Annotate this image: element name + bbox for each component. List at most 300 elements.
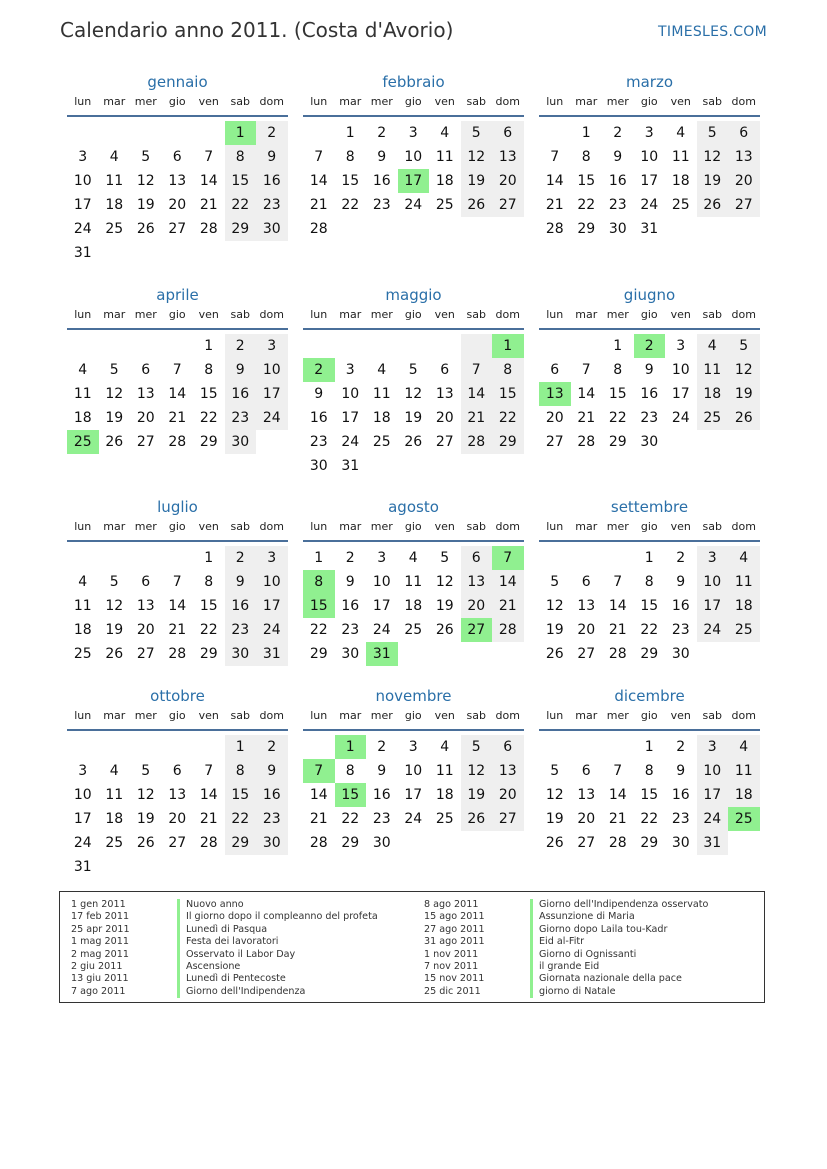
day-cell: 30 [225, 430, 257, 454]
day-cell: 19 [545, 811, 564, 827]
empty-day-cell [67, 735, 99, 759]
day-cell: 12 [105, 386, 124, 402]
day-cell: 27 [168, 835, 187, 851]
weekday-label: sab [466, 308, 486, 321]
day-cell: 24 [697, 807, 729, 831]
weekday-label: gio [404, 95, 422, 108]
page-title: Calendario anno 2011. (Costa d'Avorio) [60, 18, 454, 42]
day-cell: 13 [461, 570, 493, 594]
day-cell: 19 [461, 169, 493, 193]
day-cell: 20 [492, 783, 524, 807]
weekday-header [67, 520, 288, 542]
weekday-label: mer [370, 308, 393, 321]
month-name: giugno [623, 286, 676, 304]
day-cell: 20 [461, 594, 493, 618]
month-agosto [303, 497, 524, 666]
day-cell: 7 [550, 149, 560, 165]
day-cell: 13 [136, 598, 155, 614]
day-cell: 9 [377, 763, 387, 779]
day-cell: 7 [204, 149, 214, 165]
weekday-label: ven [434, 308, 455, 321]
day-cell: 25 [697, 406, 729, 430]
day-cell: 27 [492, 193, 524, 217]
weekday-label: lun [310, 95, 328, 108]
weekday-label: sab [702, 95, 722, 108]
holiday-marker [177, 961, 180, 973]
weekday-header [539, 520, 760, 542]
day-cell: 14 [577, 386, 596, 402]
month-luglio [67, 497, 288, 666]
day-cell: 12 [697, 145, 729, 169]
day-cell: 1 [581, 125, 591, 141]
day-cell: 20 [136, 622, 155, 638]
holiday-marker [177, 911, 180, 923]
day-cell: 2 [613, 125, 623, 141]
day-cell: 12 [105, 598, 124, 614]
weekday-header [67, 308, 288, 330]
day-cell: 22 [199, 622, 218, 638]
holiday-day-cell: 2 [303, 358, 335, 382]
day-cell: 29 [199, 646, 218, 662]
site-brand-link[interactable]: TIMESLES.COM [658, 24, 767, 40]
day-cell: 12 [136, 173, 155, 189]
day-cell: 22 [225, 807, 257, 831]
weekday-label: mar [103, 308, 126, 321]
day-cell: 27 [435, 434, 454, 450]
day-cell: 3 [377, 550, 387, 566]
weekday-label: mar [339, 308, 362, 321]
day-cell: 5 [109, 362, 119, 378]
holiday-day-cell: 1 [335, 735, 367, 759]
day-cell: 3 [78, 149, 88, 165]
weekday-label: sab [702, 308, 722, 321]
day-cell: 23 [341, 622, 360, 638]
empty-day-cell [99, 334, 131, 358]
day-cell: 22 [341, 197, 360, 213]
holiday-marker [530, 961, 533, 973]
day-cell: 26 [461, 807, 493, 831]
day-cell: 8 [581, 149, 591, 165]
weekday-label: mar [339, 709, 362, 722]
day-cell: 14 [461, 382, 493, 406]
legend-item [424, 973, 708, 985]
day-cell: 28 [577, 434, 596, 450]
weekday-label: mar [575, 95, 598, 108]
day-cell: 25 [671, 197, 690, 213]
day-grid [67, 731, 288, 879]
day-cell: 31 [640, 221, 659, 237]
day-cell: 20 [545, 410, 564, 426]
day-cell: 19 [435, 598, 454, 614]
day-cell: 23 [640, 410, 659, 426]
weekday-label: mer [606, 520, 629, 533]
day-cell: 3 [676, 338, 686, 354]
empty-day-cell [571, 735, 603, 759]
day-cell: 5 [141, 149, 151, 165]
day-cell: 26 [728, 406, 760, 430]
day-cell: 11 [73, 598, 92, 614]
day-cell: 17 [341, 410, 360, 426]
day-cell: 9 [256, 145, 288, 169]
day-cell: 12 [545, 787, 564, 803]
legend-holiday-name: Giorno dopo Laila tou-Kadr [539, 923, 668, 935]
day-cell: 7 [204, 763, 214, 779]
day-grid [303, 117, 524, 241]
day-cell: 28 [199, 221, 218, 237]
month-novembre [303, 686, 524, 855]
empty-day-cell [539, 121, 571, 145]
weekday-label: ven [670, 520, 691, 533]
day-cell: 18 [404, 598, 423, 614]
day-cell: 2 [377, 125, 387, 141]
weekday-label: sab [466, 95, 486, 108]
day-cell: 6 [550, 362, 560, 378]
month-name: gennaio [147, 73, 208, 91]
day-cell: 11 [671, 149, 690, 165]
holiday-marker [530, 936, 533, 948]
day-cell: 7 [172, 362, 182, 378]
day-cell: 22 [309, 622, 328, 638]
day-cell: 19 [136, 811, 155, 827]
day-cell: 10 [404, 149, 423, 165]
day-cell: 18 [435, 173, 454, 189]
weekday-label: mar [575, 520, 598, 533]
weekday-label: dom [259, 308, 284, 321]
day-cell: 26 [404, 434, 423, 450]
day-cell: 14 [608, 787, 627, 803]
holiday-marker [177, 986, 180, 998]
weekday-header [67, 709, 288, 731]
weekday-label: mer [370, 709, 393, 722]
legend-date: 1 nov 2011 [424, 948, 479, 960]
empty-day-cell [162, 121, 194, 145]
day-cell: 11 [105, 787, 124, 803]
day-cell: 24 [73, 835, 92, 851]
day-cell: 19 [697, 169, 729, 193]
holiday-day-cell: 27 [461, 618, 493, 642]
holiday-day-cell: 15 [335, 783, 367, 807]
day-cell: 23 [608, 197, 627, 213]
day-cell: 10 [256, 358, 288, 382]
day-cell: 4 [440, 739, 450, 755]
day-cell: 30 [671, 835, 690, 851]
weekday-label: dom [731, 520, 756, 533]
empty-day-cell [99, 121, 131, 145]
day-cell: 22 [492, 406, 524, 430]
month-name: marzo [625, 73, 674, 91]
day-cell: 22 [640, 622, 659, 638]
legend-column-left [71, 899, 378, 998]
day-cell: 17 [404, 787, 423, 803]
weekday-label: dom [731, 308, 756, 321]
day-cell: 29 [225, 217, 257, 241]
empty-day-cell [67, 121, 99, 145]
weekday-header [303, 709, 524, 731]
holiday-marker [530, 924, 533, 936]
day-cell: 21 [492, 594, 524, 618]
day-cell: 25 [105, 835, 124, 851]
day-cell: 14 [168, 386, 187, 402]
legend-holiday-name: Osservato il Labor Day [186, 948, 296, 960]
legend-item [424, 961, 708, 973]
day-cell: 3 [408, 739, 418, 755]
month-maggio [303, 285, 524, 478]
day-cell: 18 [728, 783, 760, 807]
day-cell: 30 [341, 646, 360, 662]
day-cell: 6 [440, 362, 450, 378]
day-cell: 25 [435, 197, 454, 213]
day-cell: 7 [581, 362, 591, 378]
month-aprile [67, 285, 288, 454]
day-cell: 3 [256, 546, 288, 570]
day-cell: 21 [309, 811, 328, 827]
day-cell: 3 [78, 763, 88, 779]
day-cell: 1 [314, 550, 324, 566]
day-grid [303, 542, 524, 666]
day-cell: 21 [168, 622, 187, 638]
legend-holiday-name: Ascensione [186, 960, 241, 972]
day-cell: 4 [728, 546, 760, 570]
holiday-day-cell: 1 [492, 334, 524, 358]
day-cell: 18 [671, 173, 690, 189]
day-cell: 9 [256, 759, 288, 783]
day-cell: 14 [168, 598, 187, 614]
weekday-label: lun [546, 95, 564, 108]
day-cell: 17 [372, 598, 391, 614]
legend-item [424, 924, 708, 936]
day-cell: 16 [225, 594, 257, 618]
weekday-label: sab [702, 520, 722, 533]
month-name: agosto [388, 498, 439, 516]
weekday-label: mer [134, 709, 157, 722]
day-cell: 29 [640, 646, 659, 662]
day-cell: 5 [109, 574, 119, 590]
day-cell: 24 [256, 618, 288, 642]
day-cell: 11 [435, 763, 454, 779]
day-cell: 1 [225, 735, 257, 759]
day-cell: 20 [577, 622, 596, 638]
day-cell: 23 [309, 434, 328, 450]
weekday-label: gio [640, 95, 658, 108]
day-cell: 22 [577, 197, 596, 213]
day-cell: 9 [613, 149, 623, 165]
legend-date: 1 mag 2011 [71, 936, 129, 948]
day-cell: 1 [204, 338, 214, 354]
day-cell: 25 [435, 811, 454, 827]
day-cell: 24 [256, 406, 288, 430]
day-cell: 18 [697, 382, 729, 406]
day-cell: 5 [728, 334, 760, 358]
weekday-header [539, 308, 760, 330]
day-cell: 9 [345, 574, 355, 590]
day-cell: 3 [697, 546, 729, 570]
weekday-label: mer [606, 95, 629, 108]
weekday-label: dom [731, 95, 756, 108]
legend-item [71, 911, 378, 923]
legend-holiday-name: Eid al-Fitr [539, 936, 585, 948]
holiday-marker [530, 949, 533, 961]
day-cell: 2 [676, 739, 686, 755]
holiday-day-cell: 17 [398, 169, 430, 193]
day-cell: 17 [640, 173, 659, 189]
holiday-day-cell: 25 [728, 807, 760, 831]
day-cell: 5 [408, 362, 418, 378]
day-cell: 17 [671, 386, 690, 402]
day-cell: 11 [728, 570, 760, 594]
weekday-label: lun [546, 520, 564, 533]
holiday-marker [177, 973, 180, 985]
weekday-label: sab [702, 709, 722, 722]
day-cell: 9 [676, 763, 686, 779]
day-cell: 20 [168, 811, 187, 827]
holiday-marker [530, 973, 533, 985]
day-cell: 18 [728, 594, 760, 618]
legend-date: 13 giu 2011 [71, 973, 129, 985]
day-cell: 11 [435, 149, 454, 165]
day-cell: 9 [314, 386, 324, 402]
day-cell: 11 [372, 386, 391, 402]
day-cell: 1 [644, 739, 654, 755]
day-cell: 10 [73, 173, 92, 189]
day-cell: 16 [640, 386, 659, 402]
day-cell: 13 [577, 787, 596, 803]
day-cell: 10 [671, 362, 690, 378]
day-cell: 4 [109, 763, 119, 779]
weekday-label: lun [74, 520, 92, 533]
day-cell: 21 [199, 811, 218, 827]
day-cell: 17 [256, 382, 288, 406]
day-cell: 30 [225, 642, 257, 666]
weekday-label: sab [230, 520, 250, 533]
day-cell: 8 [225, 145, 257, 169]
day-cell: 27 [577, 835, 596, 851]
month-name: ottobre [150, 687, 205, 705]
day-cell: 10 [697, 759, 729, 783]
day-cell: 20 [728, 169, 760, 193]
weekday-label: ven [434, 709, 455, 722]
legend-date: 7 nov 2011 [424, 960, 479, 972]
weekday-label: mar [103, 520, 126, 533]
day-cell: 28 [461, 430, 493, 454]
weekday-label: mar [339, 95, 362, 108]
day-cell: 31 [73, 245, 92, 261]
day-cell: 26 [545, 835, 564, 851]
day-cell: 12 [728, 358, 760, 382]
legend-holiday-name: Nuovo anno [186, 899, 244, 910]
weekday-label: sab [466, 520, 486, 533]
day-cell: 19 [105, 410, 124, 426]
day-cell: 16 [671, 787, 690, 803]
weekday-label: lun [74, 709, 92, 722]
weekday-label: ven [198, 709, 219, 722]
day-cell: 12 [545, 598, 564, 614]
day-cell: 23 [225, 618, 257, 642]
day-cell: 20 [136, 410, 155, 426]
day-cell: 18 [73, 622, 92, 638]
day-cell: 22 [225, 193, 257, 217]
day-cell: 30 [608, 221, 627, 237]
day-cell: 4 [440, 125, 450, 141]
legend-item [71, 936, 378, 948]
day-cell: 10 [256, 570, 288, 594]
legend-holiday-name: giorno di Natale [539, 985, 616, 997]
holiday-day-cell: 31 [366, 642, 398, 666]
day-cell: 8 [204, 362, 214, 378]
day-cell: 27 [545, 434, 564, 450]
day-cell: 28 [545, 221, 564, 237]
day-cell: 25 [372, 434, 391, 450]
day-cell: 15 [640, 787, 659, 803]
day-cell: 28 [168, 646, 187, 662]
day-cell: 12 [404, 386, 423, 402]
empty-day-cell [571, 546, 603, 570]
day-cell: 24 [341, 434, 360, 450]
holiday-marker [177, 899, 180, 911]
day-cell: 10 [697, 570, 729, 594]
day-cell: 27 [168, 221, 187, 237]
day-cell: 8 [644, 763, 654, 779]
day-cell: 29 [309, 646, 328, 662]
weekday-header [303, 520, 524, 542]
day-cell: 22 [640, 811, 659, 827]
day-cell: 3 [644, 125, 654, 141]
legend-date: 31 ago 2011 [424, 936, 485, 948]
day-cell: 9 [225, 358, 257, 382]
day-cell: 4 [109, 149, 119, 165]
day-cell: 25 [105, 221, 124, 237]
day-cell: 24 [404, 811, 423, 827]
weekday-label: ven [198, 95, 219, 108]
day-cell: 10 [73, 787, 92, 803]
day-cell: 8 [644, 574, 654, 590]
day-grid [67, 330, 288, 454]
empty-day-cell [193, 121, 225, 145]
day-cell: 5 [141, 763, 151, 779]
day-cell: 13 [492, 145, 524, 169]
day-cell: 17 [697, 783, 729, 807]
day-cell: 1 [644, 550, 654, 566]
day-cell: 15 [577, 173, 596, 189]
weekday-label: gio [404, 709, 422, 722]
day-cell: 25 [404, 622, 423, 638]
day-cell: 21 [608, 811, 627, 827]
day-cell: 28 [492, 618, 524, 642]
day-cell: 6 [172, 149, 182, 165]
legend-holiday-name: Giorno dell'Indipendenza [186, 985, 306, 997]
day-grid [303, 731, 524, 855]
empty-day-cell [303, 334, 335, 358]
day-cell: 8 [204, 574, 214, 590]
day-cell: 2 [256, 121, 288, 145]
legend-holiday-name: Giorno dell'Indipendenza osservato [539, 899, 709, 910]
legend-date: 25 dic 2011 [424, 985, 481, 997]
day-cell: 16 [608, 173, 627, 189]
day-cell: 27 [577, 646, 596, 662]
empty-day-cell [162, 546, 194, 570]
weekday-label: mer [370, 95, 393, 108]
day-cell: 12 [435, 574, 454, 590]
day-cell: 5 [461, 121, 493, 145]
day-cell: 15 [225, 783, 257, 807]
day-cell: 5 [440, 550, 450, 566]
month-giugno [539, 285, 760, 454]
holiday-marker [530, 986, 533, 998]
weekday-label: dom [495, 308, 520, 321]
empty-day-cell [130, 546, 162, 570]
empty-day-cell [99, 735, 131, 759]
day-cell: 27 [492, 807, 524, 831]
weekday-label: gio [404, 308, 422, 321]
